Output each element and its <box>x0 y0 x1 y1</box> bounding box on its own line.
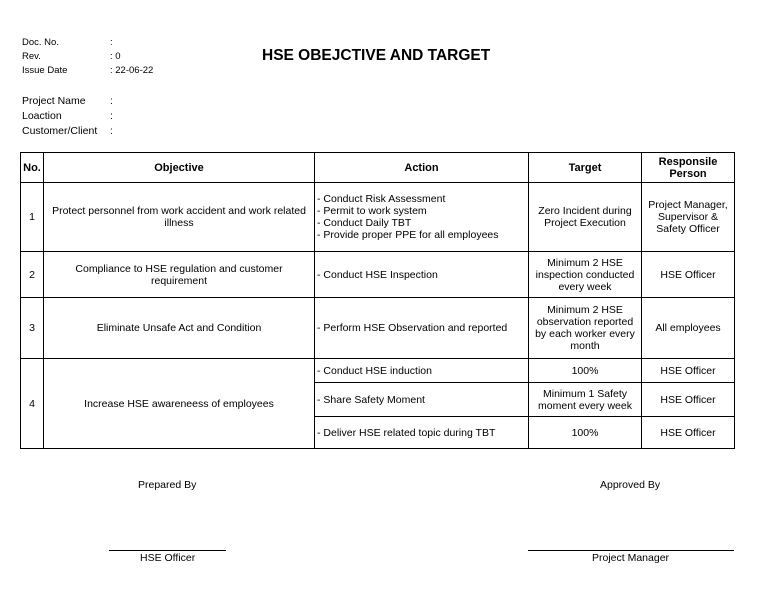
table-header-row <box>21 153 735 183</box>
row-number: 2 <box>21 252 44 298</box>
action-item: - Conduct HSE Inspection <box>317 268 438 281</box>
action-item: - Share Safety Moment <box>317 393 425 406</box>
table-row <box>21 298 735 359</box>
location-row <box>22 109 113 124</box>
header-responsible: Responsile Person <box>642 153 735 183</box>
location-value: : <box>110 110 113 122</box>
approved-by-role: Project Manager <box>592 552 670 564</box>
approved-by-signature-line <box>528 550 734 551</box>
document-meta <box>22 36 154 78</box>
prepared-by-signature-line <box>109 550 226 551</box>
project-meta <box>22 94 113 139</box>
responsible-cell: Project Manager, Supervisor & Safety Officer <box>642 183 735 252</box>
objective-cell: Protect personnel from work accident and work related illness <box>44 183 315 252</box>
action-cell <box>315 183 529 252</box>
header-action: Action <box>315 153 529 183</box>
location-label: Loaction <box>22 110 62 122</box>
responsible-cell: HSE Officer <box>642 417 735 449</box>
prepared-by-label: Prepared By <box>138 479 197 491</box>
row-number: 3 <box>21 298 44 359</box>
issue-date-value: : 22-06-22 <box>110 65 154 76</box>
row-number: 1 <box>21 183 44 252</box>
customer-row <box>22 124 113 139</box>
action-cell <box>315 298 529 359</box>
project-name-label: Project Name <box>22 95 86 107</box>
action-item: - Permit to work system <box>317 205 427 217</box>
rev-value: : 0 <box>110 51 121 62</box>
action-item: - Deliver HSE related topic during TBT <box>317 426 496 439</box>
action-cell <box>315 252 529 298</box>
objectives-table <box>20 152 735 449</box>
target-cell: Zero Incident during Project Execution <box>529 183 642 252</box>
responsible-cell: HSE Officer <box>642 383 735 417</box>
action-item: - Provide proper PPE for all employees <box>317 229 499 241</box>
rev-label: Rev. <box>22 51 41 62</box>
table-row <box>21 359 735 383</box>
objective-cell: Compliance to HSE regulation and customer requirement <box>44 252 315 298</box>
target-cell: 100% <box>529 359 642 383</box>
header-objective: Objective <box>44 153 315 183</box>
action-item: - Conduct HSE induction <box>317 364 432 377</box>
project-name-value: : <box>110 95 113 107</box>
doc-no-label: Doc. No. <box>22 37 59 48</box>
header-target: Target <box>529 153 642 183</box>
target-cell: Minimum 1 Safety moment every week <box>529 383 642 417</box>
table-row <box>21 183 735 252</box>
responsible-cell: HSE Officer <box>642 252 735 298</box>
action-item: - Conduct Daily TBT <box>317 217 412 229</box>
action-item: - Perform HSE Observation and reported <box>317 322 508 334</box>
project-name-row <box>22 94 113 109</box>
rev-row <box>22 50 121 64</box>
action-cell <box>315 417 529 449</box>
action-item: - Conduct Risk Assessment <box>317 193 446 205</box>
issue-date-label: Issue Date <box>22 65 68 76</box>
action-cell <box>315 383 529 417</box>
target-cell: 100% <box>529 417 642 449</box>
prepared-by-role: HSE Officer <box>140 552 196 564</box>
issue-date-row <box>22 64 154 78</box>
action-cell <box>315 359 529 383</box>
doc-no-row <box>22 36 113 50</box>
objective-cell: Increase HSE awareneess of employees <box>44 359 315 449</box>
customer-label: Customer/Client <box>22 125 98 137</box>
document-title: HSE OBEJCTIVE AND TARGET <box>262 47 491 64</box>
doc-no-value: : <box>110 37 113 48</box>
row-number: 4 <box>21 359 44 449</box>
table-row <box>21 252 735 298</box>
responsible-cell: All employees <box>642 298 735 359</box>
customer-value: : <box>110 125 113 137</box>
target-cell: Minimum 2 HSE observation reported by each worker every month <box>529 298 642 359</box>
responsible-cell: HSE Officer <box>642 359 735 383</box>
objective-cell: Eliminate Unsafe Act and Condition <box>44 298 315 359</box>
approved-by-label: Approved By <box>600 479 661 491</box>
target-cell: Minimum 2 HSE inspection conducted every week <box>529 252 642 298</box>
header-no: No. <box>21 153 44 183</box>
